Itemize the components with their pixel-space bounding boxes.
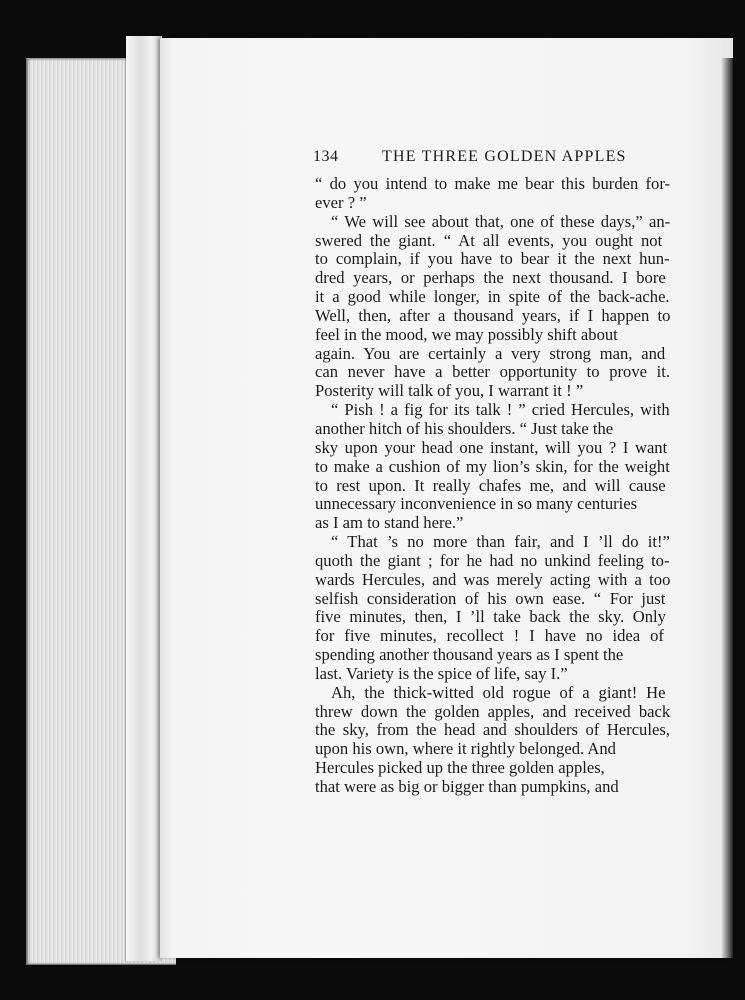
text-line: wards Hercules, and was merely acting with a too bbox=[315, 569, 671, 589]
text-line: swered the giant. “ At all events, you ought not bbox=[315, 230, 663, 250]
text-line: Ah, the thick-witted old rogue of a giant! He bbox=[331, 682, 666, 702]
running-title: THE THREE GOLDEN APPLES bbox=[382, 148, 627, 165]
text-line: again. You are certainly a very strong man, and bbox=[315, 343, 666, 363]
page-number: 134 bbox=[313, 148, 339, 165]
text-line: to make a cushion of my lion’s skin, for the weight bbox=[315, 456, 670, 476]
body-text bbox=[315, 175, 670, 797]
text-line: for five minutes, recollect ! I have no idea of bbox=[315, 626, 664, 646]
text-line: “ That ’s no more than fair, and I ’ll do it!” bbox=[331, 532, 670, 552]
text-line: to complain, if you have to bear it the next hun- bbox=[315, 249, 670, 269]
text-line: another hitch of his shoulders. “ Just take the bbox=[315, 418, 614, 438]
text-line: “ do you intend to make me bear this burden for- bbox=[315, 174, 671, 193]
text-line: ever ? ” bbox=[315, 192, 367, 212]
text-line: to rest upon. It really chafes me, and will cause bbox=[315, 475, 666, 495]
text-line: Hercules picked up the three golden apples, bbox=[315, 758, 605, 778]
text-line: “ We will see about that, one of these days,” an- bbox=[331, 211, 671, 231]
text-line: the sky, from the head and shoulders of Hercules, bbox=[315, 720, 670, 740]
text-line: as I am to stand here.” bbox=[315, 513, 464, 533]
text-line: quoth the giant ; for he had no unkind feeling to- bbox=[315, 550, 670, 570]
text-line: five minutes, then, I ’ll take back the sky. Only bbox=[315, 607, 666, 627]
text-line: sky upon your head one instant, will you ? I want bbox=[315, 437, 668, 457]
text-line: last. Variety is the spice of life, say I.” bbox=[315, 663, 568, 683]
text-line: upon his own, where it rightly belonged. And bbox=[315, 739, 616, 759]
text-line: dred years, or perhaps the next thousand. I bore bbox=[315, 268, 666, 288]
page-gutter-shadow bbox=[721, 58, 733, 958]
text-line: spending another thousand years as I spent the bbox=[315, 645, 624, 665]
text-line: feel in the mood, we may possibly shift about bbox=[315, 324, 618, 344]
text-line: can never have a better opportunity to prove it. bbox=[315, 362, 671, 382]
text-line: threw down the golden apples, and received back bbox=[315, 701, 671, 721]
text-line: Posterity will talk of you, I warrant it ! ” bbox=[315, 381, 584, 401]
text-line: selfish consideration of his own ease. “ For just bbox=[315, 588, 666, 608]
page-stack-front bbox=[126, 36, 162, 961]
text-line: unnecessary inconvenience in so many centuries bbox=[315, 494, 638, 514]
text-line: it a good while longer, in spite of the back-ache. bbox=[315, 287, 670, 307]
text-line: that were as big or bigger than pumpkins, and bbox=[315, 777, 619, 796]
text-line: Well, then, after a thousand years, if I happen to bbox=[315, 305, 671, 325]
text-line: “ Pish ! a fig for its talk ! ” cried Hercules, with bbox=[331, 400, 670, 420]
